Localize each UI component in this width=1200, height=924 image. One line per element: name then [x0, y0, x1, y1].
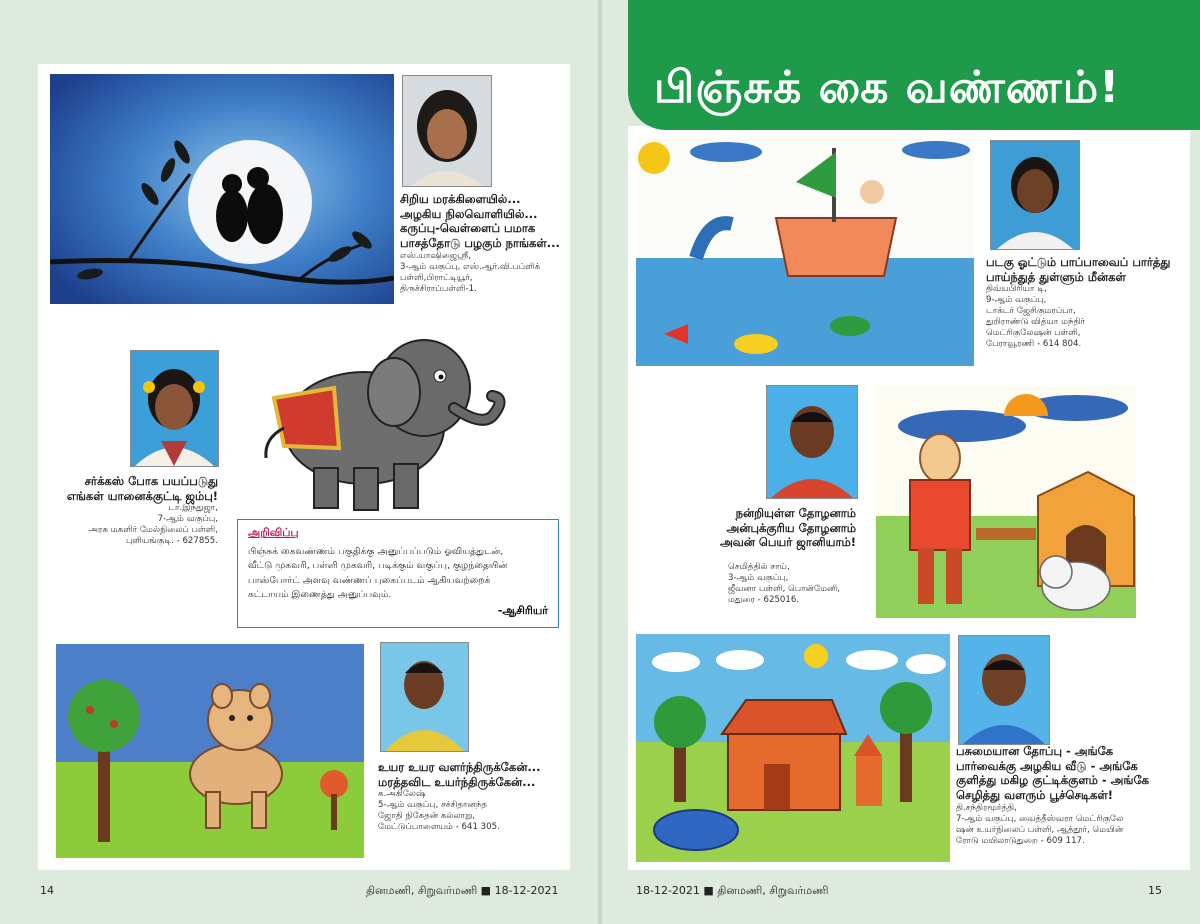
notice-signature: -ஆசிரியர் [497, 604, 548, 617]
student-school: பள்ளி,பிராட்டியூர், [400, 272, 473, 283]
page-title: பிஞ்சுக் கை வண்ணம்! [654, 62, 1121, 113]
caption-4 [986, 255, 1170, 350]
poem-line: உயர உயர வளர்ந்திருக்கேன்... [378, 760, 541, 774]
girl-in-boat-drawing [636, 138, 974, 366]
student-class: 3-ஆம் வகுப்பு, [728, 573, 789, 583]
notice-body [248, 545, 548, 602]
boy-and-dog-drawing [876, 386, 1136, 618]
lion-cub-drawing [56, 644, 364, 858]
student-place: பேராவூரணி - 614 804. [986, 339, 1082, 350]
caption-5 [686, 506, 856, 550]
right-footer: 18-12-2021 ■ தினமணி, சிறுவர்மணி [636, 884, 829, 897]
student-class: 5-ஆம் வகுப்பு, சச்சிதானந்த [378, 800, 487, 811]
poem-line: பாசத்தோடு பழகும் நாங்கள்... [400, 236, 560, 251]
student-school: ஜீவனா பள்ளி, பொன்மேனி, [728, 584, 841, 594]
title-banner [628, 0, 1200, 130]
notice-line: கட்டாயம் இணைத்து அனுப்பவும். [248, 588, 392, 600]
student-photo-4 [990, 140, 1080, 250]
poem-line: சர்க்கஸ் போக பயப்படுது [84, 474, 218, 488]
poem-line: செழித்து வளரும் பூச்செடிகள்! [956, 788, 1113, 803]
student-place: புளியங்குடி. - 627855. [125, 536, 218, 547]
student-school: துறிராண்டு வித்யா மந்திர் [986, 317, 1086, 328]
student-school: டாக்டர் ஜேசிகுமரப்பா, [986, 306, 1076, 317]
caption-2 [60, 474, 218, 547]
poem-line: பார்வைக்கு அழகிய வீடு - அங்கே [956, 758, 1138, 773]
caption-6 [956, 744, 1149, 847]
notice-line: வீட்டு முகவரி, பள்ளி முகவரி, படிக்கும் வகுப்பு, குழந்தையின் [248, 560, 508, 572]
student-name: டா.இந்துஜா, [168, 503, 218, 514]
caption-3 [378, 760, 540, 833]
student-place: மேட்டுப்பாளையம் - 641 305. [378, 822, 500, 833]
student-class: 7-ஆம் வகுப்பு, வைத்தீஸ்வரா மெட்ரிகுலே [956, 813, 1124, 824]
student-name: செமித்தில் சாய், [728, 562, 790, 572]
student-class: 9-ஆம் வகுப்பு, [986, 295, 1047, 306]
poem-line: மரத்தவிட உயர்ந்திருக்கேன்... [378, 774, 536, 789]
house-in-garden-drawing [636, 634, 950, 862]
poem-line: கருப்பு-வெள்ளைப் பமாக [400, 221, 536, 236]
left-page-number: 14 [40, 884, 54, 897]
right-page-number: 15 [1148, 884, 1162, 897]
student-place: ரோடு மயிலாடுதுறை - 609 117. [956, 835, 1085, 846]
student-photo-6 [958, 635, 1050, 745]
student-place: திருச்சிராப்பள்ளி-1. [400, 283, 477, 294]
left-footer: தினமணி, சிறுவர்மணி ■ 18-12-2021 [366, 884, 559, 897]
student-name: திவ்யபிரியா டி, [986, 284, 1047, 295]
poem-line: பசுமையான தோப்பு - அங்கே [956, 744, 1114, 758]
elephant-drawing [244, 318, 512, 518]
caption-5-meta [728, 562, 840, 606]
student-class: 7-ஆம் வகுப்பு, [157, 514, 218, 525]
poem-line: படகு ஓட்டும் பாப்பாவைப் பார்த்து [986, 255, 1171, 269]
student-school: அரசு மகளிர் மேல்நிலைப் பள்ளி, [88, 525, 218, 536]
student-school: ஷன் உயர்நிலைப் பள்ளி, ஆத்தூர், மெயின் [956, 824, 1124, 835]
student-school: மெட்ரிகுலேஷன் பள்ளி, [986, 328, 1081, 339]
poem-line: அழகிய நிலவொளியில்... [400, 206, 538, 221]
notice-line: பிஞ்சுக் கைவண்ணம் பகுதிக்கு அனுப்பப்படும் ஓவியத்துடன், [248, 546, 504, 557]
poem-line: எங்கள் யானைக்குட்டி ஜம்பு! [66, 488, 218, 503]
poem-line: நன்றியுள்ள தோழனாம் [735, 506, 856, 520]
student-class: 3-ஆம் வகுப்பு, எஸ்.ஆர்.வி.பப்ளிக் [400, 261, 541, 272]
student-photo-1 [402, 75, 492, 187]
poem-line: அவன் பெயர் ஜானியாம்! [719, 535, 856, 550]
poem-line: குளித்து மகிழ குட்டிக்குளம் - அங்கே [956, 773, 1150, 788]
student-name: க.அகிலேஷ் [378, 789, 426, 800]
student-photo-3 [380, 642, 469, 752]
notice-box [237, 519, 559, 628]
poem-line: பாய்ந்துத் துள்ளும் மீன்கள் [986, 269, 1126, 284]
student-photo-2 [130, 350, 219, 467]
student-place: மதுரை - 625016. [728, 595, 800, 605]
student-name: தி.சந்திரமூர்த்தி, [956, 802, 1017, 813]
student-photo-5 [766, 385, 858, 499]
notice-title: அறிவிப்பு [248, 526, 299, 539]
student-school: ஜோதி நிகேதன் கல்லாறு, [378, 811, 476, 822]
poem-line: சிறிய மரக்கிளையில்... [400, 192, 521, 206]
poem-line: அன்புக்குரிய தோழனாம் [726, 520, 856, 535]
caption-1 [400, 192, 560, 295]
student-name: எஸ்.யாஷிஜைஸ்ரீ, [400, 250, 471, 261]
moonlit-birds-drawing [50, 74, 394, 304]
notice-line: பாஸ்போர்ட் அளவு வண்ணப் புகைப்படம் ஆகியவற்றைக் [248, 574, 491, 586]
